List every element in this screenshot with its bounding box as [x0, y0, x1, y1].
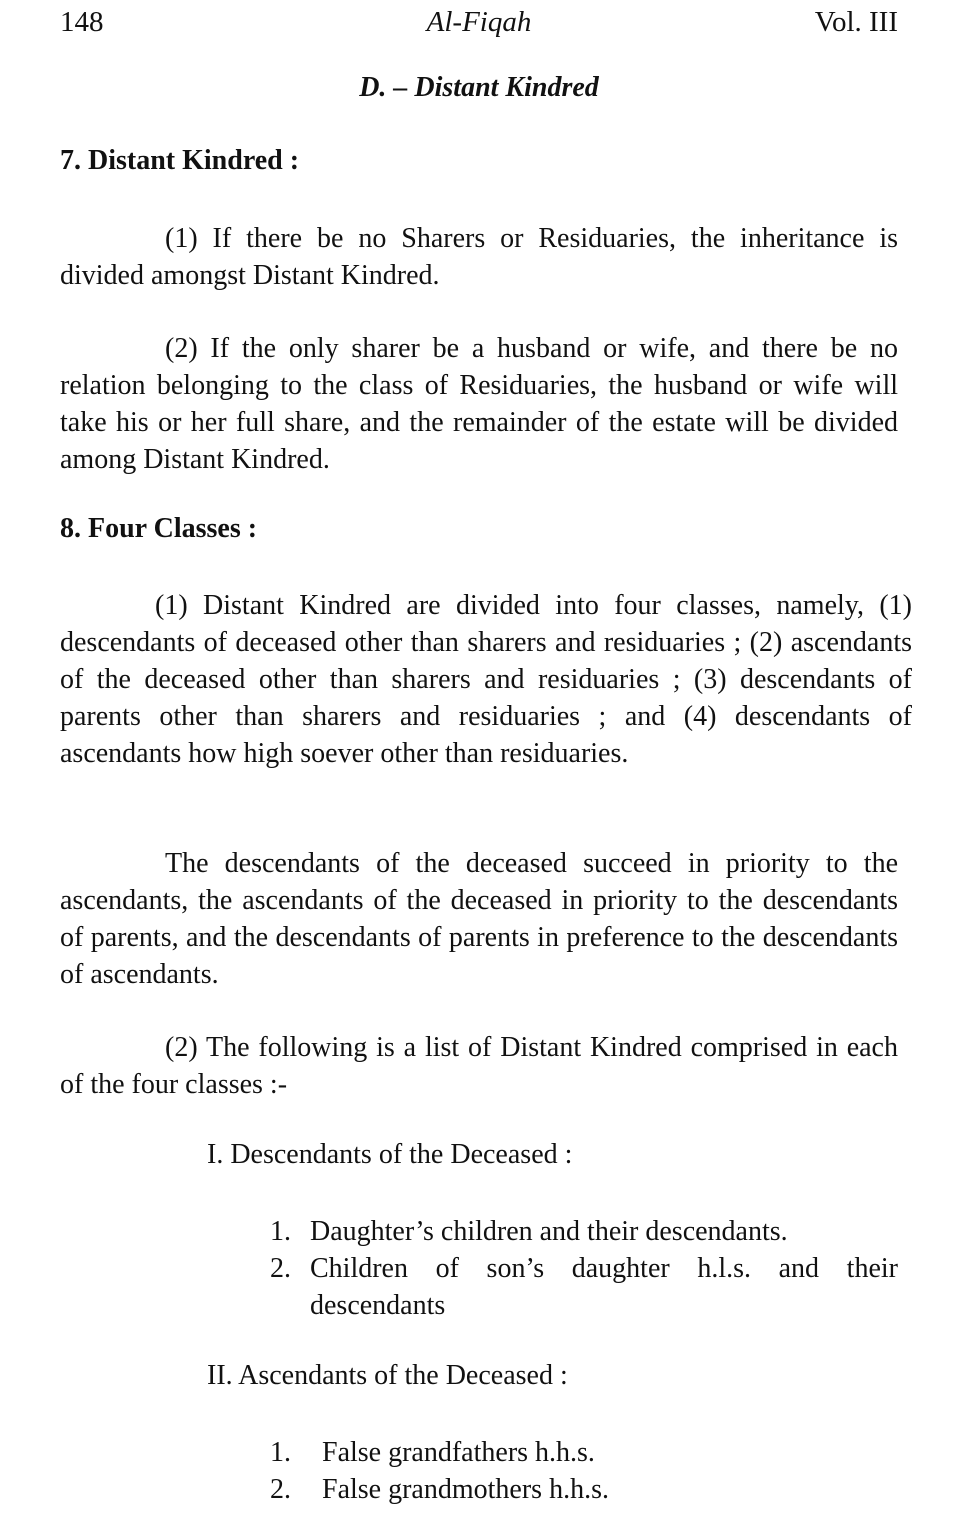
- book-title: Al-Fiqah: [426, 6, 532, 38]
- heading-four-classes: 8. Four Classes :: [60, 513, 258, 544]
- volume-label: Vol. III: [814, 6, 898, 38]
- list-item-number: 1.: [270, 1437, 291, 1468]
- list-item: [270, 1250, 898, 1324]
- paragraph: (1) Distant Kindred are divided into four classes, namely, (1) descendants of deceased other than sharers and residuaries ; (2) ascendants of the deceased other than sharers and residuaries ; (3) descendants of parents other than sharers and residuaries ; and (4) descendants of ascendants how high soever other than residuaries.: [60, 590, 912, 769]
- list-item-text: False grandmothers h.h.s.: [322, 1474, 609, 1505]
- list-item-text: Children of son’s daughter h.l.s. and their descendants: [310, 1253, 898, 1321]
- list-item-text: False grandfathers h.h.s.: [322, 1437, 595, 1468]
- class-heading-ascendants: II. Ascendants of the Deceased :: [207, 1360, 568, 1391]
- section-title: D. – Distant Kindred: [359, 72, 599, 103]
- list-item: [270, 1213, 898, 1250]
- list-item-number: 2.: [270, 1253, 291, 1284]
- list-item: [270, 1471, 898, 1508]
- heading-distant-kindred: 7. Distant Kindred :: [60, 145, 300, 176]
- paragraph: The descendants of the deceased succeed in priority to the ascendants, the ascendants of the deceased in priority to the descendants of parents, and the descendants of parents in preference to the descendants of ascendants.: [60, 848, 898, 990]
- ascendants-list: [270, 1434, 898, 1508]
- paragraph: (2) The following is a list of Distant Kindred comprised in each of the four classes :-: [60, 1032, 898, 1100]
- list-item: [270, 1434, 898, 1471]
- paragraph: (2) If the only sharer be a husband or wife, and there be no relation belonging to the class of Residuaries, the husband or wife will take his or her full share, and the remainder of the estate will be divided among Distant Kindred.: [60, 333, 898, 475]
- list-item-text: Daughter’s children and their descendants.: [310, 1216, 788, 1247]
- running-header: [60, 6, 898, 46]
- descendants-list: [270, 1213, 898, 1324]
- class-heading-descendants: I. Descendants of the Deceased :: [207, 1139, 573, 1170]
- list-item-number: 2.: [270, 1474, 291, 1505]
- page-number: 148: [60, 6, 104, 38]
- paragraph: (1) If there be no Sharers or Residuaries, the inheritance is divided amongst Distant Kindred.: [60, 223, 898, 291]
- list-item-number: 1.: [270, 1216, 291, 1247]
